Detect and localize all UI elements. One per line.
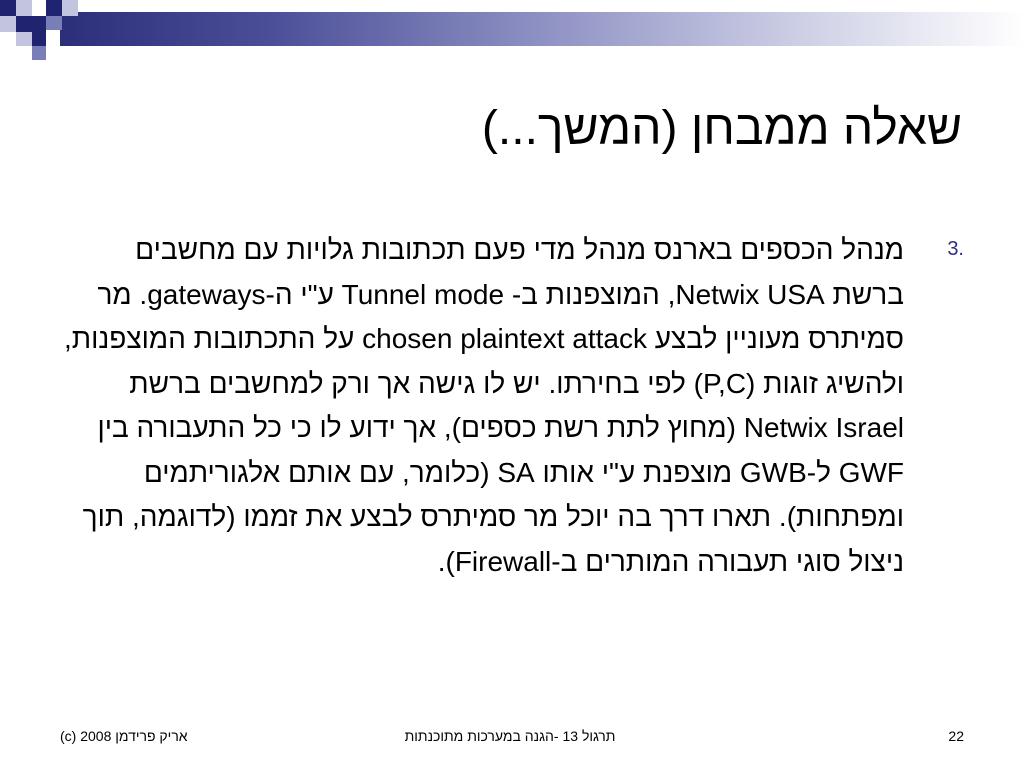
banner-square: [16, 32, 32, 46]
banner-square: [46, 16, 62, 30]
bullet-number: 3.: [947, 238, 964, 260]
banner-square: [46, 0, 62, 16]
banner-square: [16, 0, 32, 16]
top-decorative-banner: [0, 0, 1024, 60]
banner-square: [0, 16, 16, 32]
footer-page-number: 22: [948, 728, 964, 744]
body-paragraph: מנהל הכספים בארנס מנהל מדי פעם תכתובות גלויות עם מחשבים ברשת Netwix USA, המוצפנות ב- Tunnel mode ע"י ה-gateways. מר סמיתרס מעוניין לבצע chosen plaintext attack על התכתובות המוצפנות, ולהשיג זוגות (P,C) לפי בחירתו. יש לו גישה אך ורק למחשבים ברשת Netwix Israel (מחוץ לתת רשת כספים), אך ידוע לו כי כל התעבורה בין GWF ל-GWB מוצפנת ע"י אותו SA (כלומר, עם אותם אלגוריתמים ומפתחות). תארו דרך בה יוכל מר סמיתרס לבצע את זממו (לדוגמה, תוך ניצול סוגי תעבורה המותרים ב-Firewall).: [63, 234, 904, 577]
banner-square: [62, 0, 78, 16]
footer-course-title: תרגול 13 -הגנה במערכות מתוכנתות: [404, 728, 616, 744]
banner-gradient-bar: [60, 12, 1024, 46]
banner-square: [32, 16, 46, 46]
slide-title: שאלה ממבחן (המשך...): [481, 102, 962, 155]
banner-square: [32, 46, 46, 60]
footer-author: אריק פרידמן 2008 (c): [60, 728, 188, 744]
banner-square: [16, 16, 32, 32]
banner-square: [0, 0, 16, 16]
